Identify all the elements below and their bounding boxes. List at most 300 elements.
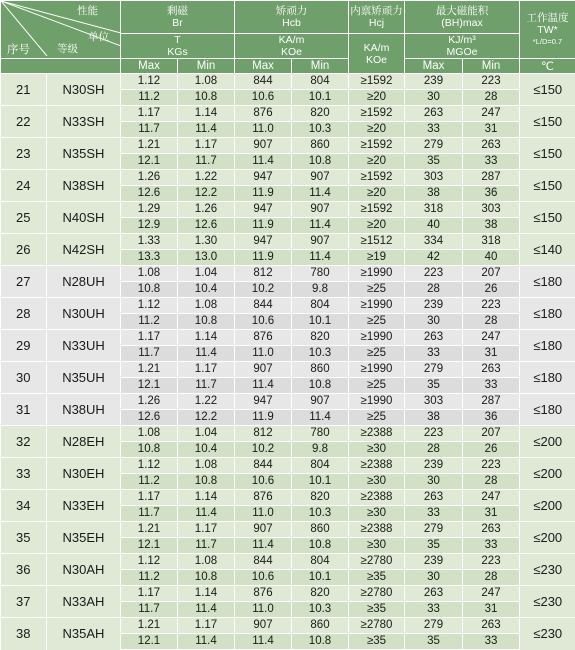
hcb-max-koe-cell: 11.4 bbox=[235, 378, 292, 394]
hcj-kam-cell: ≥2388 bbox=[349, 490, 405, 506]
br-min-kgs-cell: 11.4 bbox=[178, 346, 235, 362]
hcj-kam-cell: ≥1990 bbox=[349, 298, 405, 314]
row-index-cell: 23 bbox=[1, 138, 47, 170]
br-max-t-cell: 1.21 bbox=[121, 618, 178, 634]
header-bh-sym: (BH)max bbox=[405, 17, 519, 29]
grade-row-group bbox=[1, 74, 575, 106]
hcb-max-kam-cell: 947 bbox=[235, 394, 292, 410]
grade-row-group bbox=[1, 458, 575, 490]
hcb-min-koe-cell: 10.1 bbox=[292, 474, 349, 490]
grade-row-group bbox=[1, 266, 575, 298]
hcj-koe-cell: ≥25 bbox=[349, 314, 405, 330]
bh-max-mgoe-cell: 28 bbox=[405, 282, 463, 298]
hcb-min-koe-cell: 11.4 bbox=[292, 186, 349, 202]
bh-max-kj-cell: 223 bbox=[405, 266, 463, 282]
bh-min-mgoe-cell: 31 bbox=[463, 122, 520, 138]
bh-min-mgoe-cell: 31 bbox=[463, 602, 520, 618]
hcj-koe-cell: ≥30 bbox=[349, 474, 405, 490]
bh-min-kj-cell: 303 bbox=[463, 202, 520, 218]
br-min-kgs-cell: 10.8 bbox=[178, 570, 235, 586]
hcb-max-koe-cell: 11.9 bbox=[235, 218, 292, 234]
bh-min-mgoe-cell: 31 bbox=[463, 346, 520, 362]
hcb-min-kam-cell: 820 bbox=[292, 330, 349, 346]
bh-min-kj-cell: 247 bbox=[463, 490, 520, 506]
header-br-max: Max bbox=[121, 59, 178, 74]
work-temp-cell: ≤150 bbox=[520, 106, 575, 138]
bh-min-mgoe-cell: 33 bbox=[463, 154, 520, 170]
work-temp-cell: ≤180 bbox=[520, 394, 575, 426]
bh-min-mgoe-cell: 36 bbox=[463, 186, 520, 202]
bh-max-kj-cell: 303 bbox=[405, 170, 463, 186]
grade-row-group bbox=[1, 106, 575, 138]
header-blank bbox=[1, 59, 121, 74]
br-min-kgs-cell: 11.7 bbox=[178, 378, 235, 394]
bh-min-kj-cell: 263 bbox=[463, 618, 520, 634]
br-min-kgs-cell: 12.6 bbox=[178, 218, 235, 234]
br-max-t-cell: 1.12 bbox=[121, 458, 178, 474]
hcj-kam-cell: ≥2388 bbox=[349, 458, 405, 474]
hcb-max-koe-cell: 10.2 bbox=[235, 282, 292, 298]
grade-cell: N33AH bbox=[47, 586, 121, 618]
hcb-min-koe-cell: 10.3 bbox=[292, 602, 349, 618]
row-index-cell: 26 bbox=[1, 234, 47, 266]
br-max-t-cell: 1.29 bbox=[121, 202, 178, 218]
br-min-t-cell: 1.30 bbox=[178, 234, 235, 250]
bh-max-mgoe-cell: 28 bbox=[405, 442, 463, 458]
work-temp-cell: ≤180 bbox=[520, 330, 575, 362]
grade-cell: N28UH bbox=[47, 266, 121, 298]
hcj-koe-cell: ≥35 bbox=[349, 602, 405, 618]
hcb-min-koe-cell: 9.8 bbox=[292, 282, 349, 298]
header-br-unit-kgs: KGs bbox=[121, 46, 234, 58]
bh-min-kj-cell: 207 bbox=[463, 266, 520, 282]
br-max-kgs-cell: 11.2 bbox=[121, 570, 178, 586]
work-temp-cell: ≤150 bbox=[520, 170, 575, 202]
hcb-min-koe-cell: 10.1 bbox=[292, 570, 349, 586]
work-temp-cell: ≤200 bbox=[520, 426, 575, 458]
header-bh-cn: 最大磁能积 bbox=[405, 5, 519, 17]
hcb-max-kam-cell: 812 bbox=[235, 426, 292, 442]
br-max-kgs-cell: 11.2 bbox=[121, 314, 178, 330]
hcj-kam-cell: ≥1592 bbox=[349, 202, 405, 218]
hcb-min-koe-cell: 10.8 bbox=[292, 378, 349, 394]
hcj-koe-cell: ≥30 bbox=[349, 538, 405, 554]
bh-max-kj-cell: 263 bbox=[405, 330, 463, 346]
bh-max-mgoe-cell: 35 bbox=[405, 154, 463, 170]
hcj-koe-cell: ≥30 bbox=[349, 442, 405, 458]
bh-max-kj-cell: 279 bbox=[405, 138, 463, 154]
br-max-kgs-cell: 12.1 bbox=[121, 154, 178, 170]
table-row bbox=[1, 362, 575, 378]
hcb-min-kam-cell: 860 bbox=[292, 362, 349, 378]
bh-max-mgoe-cell: 30 bbox=[405, 90, 463, 106]
table-row bbox=[1, 234, 575, 250]
bh-max-kj-cell: 263 bbox=[405, 586, 463, 602]
hcb-min-koe-cell: 11.4 bbox=[292, 410, 349, 426]
hcb-max-kam-cell: 876 bbox=[235, 106, 292, 122]
bh-min-kj-cell: 223 bbox=[463, 298, 520, 314]
br-max-kgs-cell: 11.7 bbox=[121, 602, 178, 618]
table-row bbox=[1, 426, 575, 442]
br-min-kgs-cell: 10.4 bbox=[178, 442, 235, 458]
hcj-kam-cell: ≥1990 bbox=[349, 362, 405, 378]
bh-max-mgoe-cell: 33 bbox=[405, 346, 463, 362]
header-hcb-cn: 矫顽力 bbox=[235, 5, 348, 17]
grade-cell: N30SH bbox=[47, 74, 121, 106]
hcb-min-koe-cell: 10.8 bbox=[292, 634, 349, 650]
table-row bbox=[1, 202, 575, 218]
br-max-t-cell: 1.17 bbox=[121, 106, 178, 122]
grade-cell: N30EH bbox=[47, 458, 121, 490]
hcj-kam-cell: ≥2388 bbox=[349, 426, 405, 442]
grade-cell: N33EH bbox=[47, 490, 121, 522]
bh-max-mgoe-cell: 30 bbox=[405, 314, 463, 330]
bh-min-kj-cell: 263 bbox=[463, 138, 520, 154]
br-min-kgs-cell: 11.4 bbox=[178, 506, 235, 522]
hcj-koe-cell: ≥35 bbox=[349, 634, 405, 650]
header-hcb-units bbox=[235, 34, 349, 59]
hcb-max-kam-cell: 876 bbox=[235, 586, 292, 602]
bh-max-kj-cell: 263 bbox=[405, 490, 463, 506]
hcj-koe-cell: ≥30 bbox=[349, 506, 405, 522]
bh-min-mgoe-cell: 26 bbox=[463, 282, 520, 298]
bh-min-kj-cell: 223 bbox=[463, 554, 520, 570]
br-min-t-cell: 1.22 bbox=[178, 170, 235, 186]
bh-min-mgoe-cell: 26 bbox=[463, 442, 520, 458]
hcb-min-kam-cell: 820 bbox=[292, 490, 349, 506]
br-max-kgs-cell: 11.7 bbox=[121, 506, 178, 522]
br-max-kgs-cell: 10.8 bbox=[121, 282, 178, 298]
bh-min-mgoe-cell: 28 bbox=[463, 314, 520, 330]
bh-max-mgoe-cell: 35 bbox=[405, 634, 463, 650]
bh-max-kj-cell: 334 bbox=[405, 234, 463, 250]
row-index-cell: 34 bbox=[1, 490, 47, 522]
br-max-kgs-cell: 11.7 bbox=[121, 346, 178, 362]
grade-cell: N30UH bbox=[47, 298, 121, 330]
hcj-koe-cell: ≥25 bbox=[349, 410, 405, 426]
br-max-kgs-cell: 10.8 bbox=[121, 442, 178, 458]
work-temp-cell: ≤140 bbox=[520, 234, 575, 266]
grade-cell: N35UH bbox=[47, 362, 121, 394]
row-index-cell: 38 bbox=[1, 618, 47, 650]
work-temp-cell: ≤150 bbox=[520, 74, 575, 106]
hcb-max-koe-cell: 10.6 bbox=[235, 570, 292, 586]
br-max-t-cell: 1.17 bbox=[121, 330, 178, 346]
grade-row-group bbox=[1, 330, 575, 362]
header-hcj-unit-kam: KA/m bbox=[349, 42, 404, 54]
table-row bbox=[1, 554, 575, 570]
br-min-kgs-cell: 11.7 bbox=[178, 538, 235, 554]
bh-min-mgoe-cell: 36 bbox=[463, 410, 520, 426]
br-max-kgs-cell: 12.1 bbox=[121, 634, 178, 650]
bh-min-kj-cell: 287 bbox=[463, 170, 520, 186]
hcj-koe-cell: ≥20 bbox=[349, 90, 405, 106]
br-max-t-cell: 1.12 bbox=[121, 298, 178, 314]
grade-row-group bbox=[1, 490, 575, 522]
hcb-max-koe-cell: 11.0 bbox=[235, 346, 292, 362]
bh-max-mgoe-cell: 30 bbox=[405, 474, 463, 490]
bh-max-mgoe-cell: 40 bbox=[405, 218, 463, 234]
work-temp-cell: ≤230 bbox=[520, 618, 575, 650]
br-max-kgs-cell: 12.1 bbox=[121, 538, 178, 554]
hcb-min-koe-cell: 10.1 bbox=[292, 90, 349, 106]
br-max-t-cell: 1.08 bbox=[121, 426, 178, 442]
hcb-min-kam-cell: 820 bbox=[292, 586, 349, 602]
row-index-cell: 21 bbox=[1, 74, 47, 106]
header-grade-label: 等级 bbox=[57, 41, 78, 56]
br-max-kgs-cell: 12.1 bbox=[121, 378, 178, 394]
header-hcj-unit-koe: KOe bbox=[349, 54, 404, 66]
hcb-max-kam-cell: 844 bbox=[235, 554, 292, 570]
grade-cell: N35SH bbox=[47, 138, 121, 170]
hcj-kam-cell: ≥2780 bbox=[349, 554, 405, 570]
bh-max-mgoe-cell: 33 bbox=[405, 506, 463, 522]
br-max-t-cell: 1.33 bbox=[121, 234, 178, 250]
grade-cell: N35EH bbox=[47, 522, 121, 554]
bh-max-kj-cell: 239 bbox=[405, 74, 463, 90]
bh-min-mgoe-cell: 28 bbox=[463, 90, 520, 106]
br-min-t-cell: 1.22 bbox=[178, 394, 235, 410]
header-hcb-sym: Hcb bbox=[235, 17, 348, 29]
bh-min-mgoe-cell: 28 bbox=[463, 570, 520, 586]
hcj-kam-cell: ≥1592 bbox=[349, 106, 405, 122]
bh-max-kj-cell: 239 bbox=[405, 458, 463, 474]
bh-max-mgoe-cell: 38 bbox=[405, 410, 463, 426]
header-tw bbox=[520, 1, 575, 59]
br-max-t-cell: 1.17 bbox=[121, 586, 178, 602]
hcb-min-koe-cell: 10.3 bbox=[292, 122, 349, 138]
grade-cell: N42SH bbox=[47, 234, 121, 266]
br-max-t-cell: 1.08 bbox=[121, 266, 178, 282]
br-min-kgs-cell: 11.4 bbox=[178, 602, 235, 618]
br-min-t-cell: 1.08 bbox=[178, 298, 235, 314]
table-row bbox=[1, 394, 575, 410]
header-bhmax bbox=[405, 1, 520, 34]
hcb-max-kam-cell: 907 bbox=[235, 138, 292, 154]
bh-min-mgoe-cell: 33 bbox=[463, 378, 520, 394]
hcb-min-koe-cell: 9.8 bbox=[292, 442, 349, 458]
header-bh-unit-kjm: KJ/m³ bbox=[405, 34, 519, 46]
table-row bbox=[1, 618, 575, 634]
br-max-t-cell: 1.26 bbox=[121, 170, 178, 186]
grade-row-group bbox=[1, 170, 575, 202]
row-index-cell: 37 bbox=[1, 586, 47, 618]
work-temp-cell: ≤150 bbox=[520, 138, 575, 170]
br-min-t-cell: 1.14 bbox=[178, 330, 235, 346]
grade-cell: N40SH bbox=[47, 202, 121, 234]
hcb-max-koe-cell: 11.9 bbox=[235, 410, 292, 426]
hcb-max-kam-cell: 947 bbox=[235, 170, 292, 186]
hcj-koe-cell: ≥20 bbox=[349, 154, 405, 170]
bh-min-mgoe-cell: 28 bbox=[463, 474, 520, 490]
hcb-min-kam-cell: 860 bbox=[292, 618, 349, 634]
work-temp-cell: ≤200 bbox=[520, 458, 575, 490]
br-min-kgs-cell: 12.2 bbox=[178, 410, 235, 426]
hcb-max-koe-cell: 10.6 bbox=[235, 90, 292, 106]
bh-min-mgoe-cell: 31 bbox=[463, 506, 520, 522]
hcb-min-koe-cell: 11.4 bbox=[292, 250, 349, 266]
br-min-kgs-cell: 11.4 bbox=[178, 634, 235, 650]
hcb-max-kam-cell: 812 bbox=[235, 266, 292, 282]
table-row bbox=[1, 138, 575, 154]
br-min-kgs-cell: 10.8 bbox=[178, 474, 235, 490]
bh-max-kj-cell: 279 bbox=[405, 362, 463, 378]
work-temp-cell: ≤180 bbox=[520, 362, 575, 394]
table-row bbox=[1, 106, 575, 122]
br-min-t-cell: 1.17 bbox=[178, 618, 235, 634]
hcb-max-kam-cell: 947 bbox=[235, 234, 292, 250]
header-br-min: Min bbox=[178, 59, 235, 74]
hcb-max-kam-cell: 876 bbox=[235, 490, 292, 506]
hcb-max-koe-cell: 10.6 bbox=[235, 314, 292, 330]
header-bh-max: Max bbox=[405, 59, 463, 74]
row-index-cell: 35 bbox=[1, 522, 47, 554]
table-row bbox=[1, 298, 575, 314]
row-index-cell: 28 bbox=[1, 298, 47, 330]
hcb-min-kam-cell: 804 bbox=[292, 554, 349, 570]
hcj-koe-cell: ≥25 bbox=[349, 346, 405, 362]
br-max-kgs-cell: 11.2 bbox=[121, 474, 178, 490]
br-max-kgs-cell: 12.6 bbox=[121, 410, 178, 426]
br-min-t-cell: 1.26 bbox=[178, 202, 235, 218]
header-bh-unit-mgoe: MGOe bbox=[405, 46, 519, 58]
hcb-max-koe-cell: 11.4 bbox=[235, 154, 292, 170]
bh-min-kj-cell: 223 bbox=[463, 74, 520, 90]
bh-min-kj-cell: 263 bbox=[463, 522, 520, 538]
bh-max-kj-cell: 279 bbox=[405, 618, 463, 634]
hcb-max-koe-cell: 10.2 bbox=[235, 442, 292, 458]
work-temp-cell: ≤200 bbox=[520, 490, 575, 522]
header-index-label: 序号 bbox=[7, 41, 30, 57]
br-max-t-cell: 1.12 bbox=[121, 74, 178, 90]
bh-min-mgoe-cell: 40 bbox=[463, 250, 520, 266]
header-tw-sym: TW* bbox=[520, 24, 575, 36]
hcb-max-koe-cell: 11.9 bbox=[235, 186, 292, 202]
hcb-min-koe-cell: 11.4 bbox=[292, 218, 349, 234]
header-hcb-min: Min bbox=[292, 59, 349, 74]
hcb-min-kam-cell: 907 bbox=[292, 394, 349, 410]
bh-min-kj-cell: 318 bbox=[463, 234, 520, 250]
table-row bbox=[1, 74, 575, 90]
br-min-t-cell: 1.14 bbox=[178, 586, 235, 602]
hcb-min-kam-cell: 820 bbox=[292, 106, 349, 122]
br-min-kgs-cell: 10.8 bbox=[178, 90, 235, 106]
hcb-min-kam-cell: 860 bbox=[292, 138, 349, 154]
hcj-koe-cell: ≥20 bbox=[349, 218, 405, 234]
hcb-max-koe-cell: 11.9 bbox=[235, 250, 292, 266]
bh-max-mgoe-cell: 35 bbox=[405, 378, 463, 394]
work-temp-cell: ≤200 bbox=[520, 522, 575, 554]
bh-min-kj-cell: 263 bbox=[463, 362, 520, 378]
row-index-cell: 24 bbox=[1, 170, 47, 202]
bh-min-mgoe-cell: 33 bbox=[463, 634, 520, 650]
header-tw-cn: 工作温度 bbox=[520, 12, 575, 24]
table-row bbox=[1, 170, 575, 186]
hcj-koe-cell: ≥35 bbox=[349, 570, 405, 586]
br-min-t-cell: 1.14 bbox=[178, 490, 235, 506]
grade-cell: N30AH bbox=[47, 554, 121, 586]
hcj-koe-cell: ≥20 bbox=[349, 186, 405, 202]
hcb-max-kam-cell: 844 bbox=[235, 298, 292, 314]
br-max-t-cell: 1.21 bbox=[121, 522, 178, 538]
hcb-min-kam-cell: 804 bbox=[292, 458, 349, 474]
hcb-max-kam-cell: 844 bbox=[235, 74, 292, 90]
grade-row-group bbox=[1, 234, 575, 266]
header-unit-label: 单位 bbox=[88, 29, 109, 44]
bh-max-kj-cell: 279 bbox=[405, 522, 463, 538]
br-max-kgs-cell: 11.7 bbox=[121, 122, 178, 138]
br-min-t-cell: 1.17 bbox=[178, 138, 235, 154]
header-tw-unit: ℃ bbox=[520, 59, 575, 74]
hcb-min-kam-cell: 907 bbox=[292, 202, 349, 218]
bh-max-kj-cell: 303 bbox=[405, 394, 463, 410]
hcb-min-kam-cell: 804 bbox=[292, 298, 349, 314]
hcb-min-kam-cell: 780 bbox=[292, 266, 349, 282]
bh-max-kj-cell: 223 bbox=[405, 426, 463, 442]
hcb-min-koe-cell: 10.1 bbox=[292, 314, 349, 330]
bh-min-mgoe-cell: 38 bbox=[463, 218, 520, 234]
work-temp-cell: ≤180 bbox=[520, 298, 575, 330]
grade-cell: N33UH bbox=[47, 330, 121, 362]
row-index-cell: 32 bbox=[1, 426, 47, 458]
header-hcj-cn: 内禀矫顽力 bbox=[349, 5, 404, 17]
grade-row-group bbox=[1, 522, 575, 554]
hcb-max-kam-cell: 844 bbox=[235, 458, 292, 474]
bh-max-mgoe-cell: 33 bbox=[405, 602, 463, 618]
hcb-min-kam-cell: 860 bbox=[292, 522, 349, 538]
hcb-max-kam-cell: 907 bbox=[235, 522, 292, 538]
bh-max-kj-cell: 318 bbox=[405, 202, 463, 218]
table-row bbox=[1, 330, 575, 346]
br-max-kgs-cell: 12.6 bbox=[121, 186, 178, 202]
hcb-max-koe-cell: 11.0 bbox=[235, 122, 292, 138]
row-index-cell: 29 bbox=[1, 330, 47, 362]
br-min-kgs-cell: 10.4 bbox=[178, 282, 235, 298]
row-index-cell: 33 bbox=[1, 458, 47, 490]
bh-min-kj-cell: 247 bbox=[463, 330, 520, 346]
bh-max-kj-cell: 239 bbox=[405, 554, 463, 570]
hcb-max-kam-cell: 876 bbox=[235, 330, 292, 346]
hcj-kam-cell: ≥1512 bbox=[349, 234, 405, 250]
bh-max-mgoe-cell: 30 bbox=[405, 570, 463, 586]
hcb-min-kam-cell: 907 bbox=[292, 170, 349, 186]
br-min-t-cell: 1.17 bbox=[178, 522, 235, 538]
hcb-min-kam-cell: 780 bbox=[292, 426, 349, 442]
hcj-kam-cell: ≥1990 bbox=[349, 330, 405, 346]
row-index-cell: 22 bbox=[1, 106, 47, 138]
br-min-t-cell: 1.08 bbox=[178, 74, 235, 90]
grade-row-group bbox=[1, 298, 575, 330]
bh-max-kj-cell: 263 bbox=[405, 106, 463, 122]
hcb-min-koe-cell: 10.8 bbox=[292, 538, 349, 554]
header-hcb-unit-kam: KA/m bbox=[235, 34, 348, 46]
work-temp-cell: ≤230 bbox=[520, 554, 575, 586]
work-temp-cell: ≤230 bbox=[520, 586, 575, 618]
hcj-koe-cell: ≥25 bbox=[349, 378, 405, 394]
hcj-koe-cell: ≥20 bbox=[349, 122, 405, 138]
header-bh-min: Min bbox=[463, 59, 520, 74]
header-br-cn: 剩磁 bbox=[121, 5, 234, 17]
hcj-koe-cell: ≥25 bbox=[349, 282, 405, 298]
grade-cell: N38SH bbox=[47, 170, 121, 202]
header-hcj-sym: Hcj bbox=[349, 17, 404, 29]
br-max-t-cell: 1.17 bbox=[121, 490, 178, 506]
table-row bbox=[1, 266, 575, 282]
br-min-t-cell: 1.17 bbox=[178, 362, 235, 378]
hcj-kam-cell: ≥2388 bbox=[349, 522, 405, 538]
hcb-max-koe-cell: 11.4 bbox=[235, 634, 292, 650]
br-min-t-cell: 1.08 bbox=[178, 458, 235, 474]
